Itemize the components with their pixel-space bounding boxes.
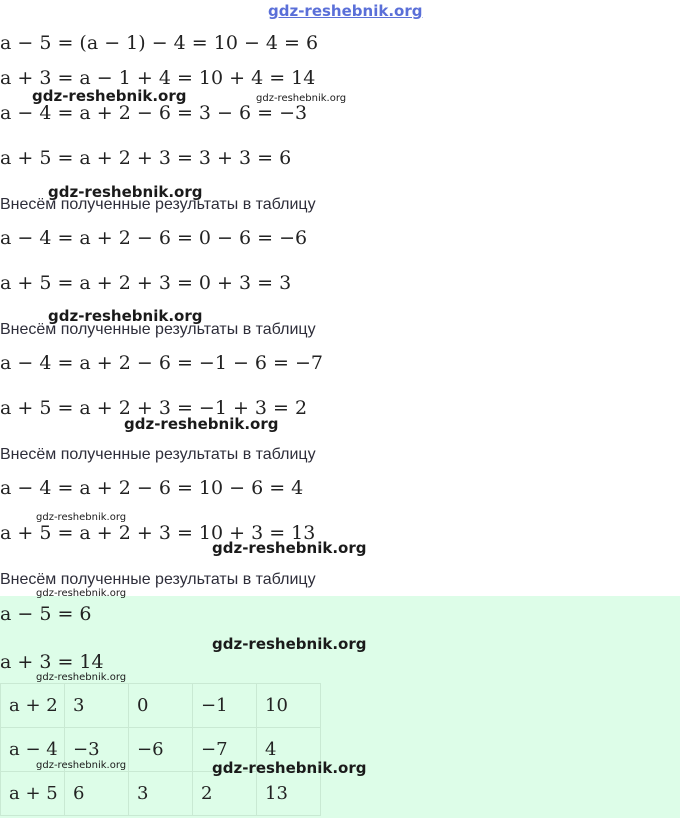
table-cell: −6 <box>129 728 193 772</box>
watermark: gdz-reshebnik.org <box>48 307 203 325</box>
instruction-text: Внесём полученные результаты в таблицу <box>0 196 316 213</box>
equation-line: a − 4 = a + 2 − 6 = 10 − 6 = 4 <box>0 477 304 499</box>
watermark: gdz-reshebnik.org <box>212 759 367 777</box>
table-cell: 3 <box>129 772 193 816</box>
table-row <box>1 684 321 728</box>
instruction-text: Внесём полученные результаты в таблицу <box>0 321 316 338</box>
watermark: gdz-reshebnik.org <box>36 672 127 683</box>
watermark: gdz-reshebnik.org <box>48 183 203 201</box>
equation-line: a + 5 = a + 2 + 3 = −1 + 3 = 2 <box>0 397 308 419</box>
equation-line: a + 5 = a + 2 + 3 = 10 + 3 = 13 <box>0 522 316 544</box>
table-cell: 10 <box>257 684 321 728</box>
answer-line: a + 3 = 14 <box>0 651 104 673</box>
watermark-top: gdz-reshebnik.org <box>268 2 423 20</box>
watermark: gdz-reshebnik.org <box>124 415 279 433</box>
result-table <box>0 683 321 816</box>
table-cell: −3 <box>65 728 129 772</box>
equation-line: a + 5 = a + 2 + 3 = 3 + 3 = 6 <box>0 147 292 169</box>
watermark: gdz-reshebnik.org <box>212 539 367 557</box>
table-cell: −7 <box>193 728 257 772</box>
answer-line: a − 5 = 6 <box>0 603 92 625</box>
watermark: gdz-reshebnik.org <box>36 760 127 771</box>
watermark: gdz-reshebnik.org <box>32 87 187 105</box>
table-cell: 6 <box>65 772 129 816</box>
equation-line: a − 4 = a + 2 − 6 = 0 − 6 = −6 <box>0 227 308 249</box>
watermark: gdz-reshebnik.org <box>36 588 127 599</box>
table-cell: a − 4 <box>1 728 65 772</box>
equation-line: a − 4 = a + 2 − 6 = −1 − 6 = −7 <box>0 352 324 374</box>
instruction-text: Внесём полученные результаты в таблицу <box>0 446 316 463</box>
table-row <box>1 772 321 816</box>
equation-line: a − 4 = a + 2 − 6 = 3 − 6 = −3 <box>0 102 308 124</box>
equation-line: a + 3 = a − 1 + 4 = 10 + 4 = 14 <box>0 67 316 89</box>
watermark: gdz-reshebnik.org <box>36 512 127 523</box>
table-cell: 2 <box>193 772 257 816</box>
table-cell: 3 <box>65 684 129 728</box>
equation-line: a − 5 = (a − 1) − 4 = 10 − 4 = 6 <box>0 32 319 54</box>
equation-line: a + 5 = a + 2 + 3 = 0 + 3 = 3 <box>0 272 292 294</box>
table-cell: a + 2 <box>1 684 65 728</box>
table-cell: 4 <box>257 728 321 772</box>
watermark: gdz-reshebnik.org <box>256 93 347 104</box>
table-cell: a + 5 <box>1 772 65 816</box>
table-cell: −1 <box>193 684 257 728</box>
watermark: gdz-reshebnik.org <box>212 635 367 653</box>
table-cell: 13 <box>257 772 321 816</box>
instruction-text: Внесём полученные результаты в таблицу <box>0 571 316 588</box>
table-cell: 0 <box>129 684 193 728</box>
